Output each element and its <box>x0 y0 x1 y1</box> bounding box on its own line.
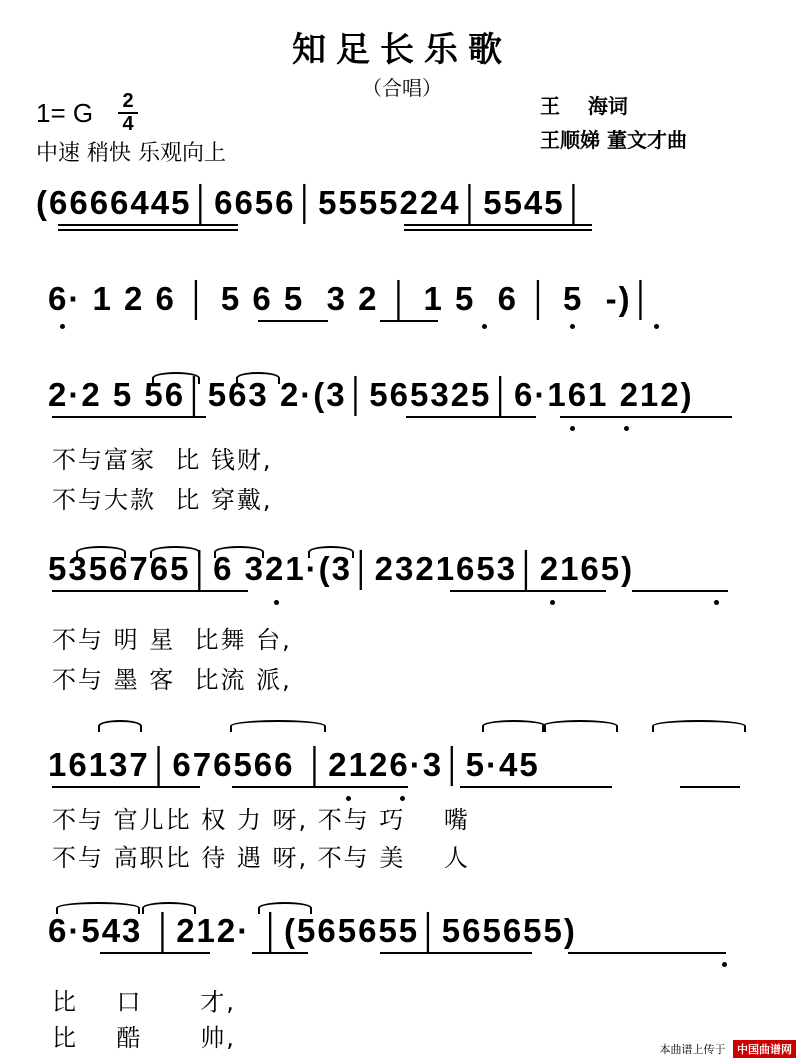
song-subtitle: （合唱） <box>362 76 442 100</box>
composer-credit: 王顺娣 董文才曲 <box>540 128 687 152</box>
footer <box>660 1040 797 1058</box>
key-signature: 1= G <box>36 98 94 128</box>
site-logo: 中国曲谱网 <box>733 1040 796 1058</box>
notation-line-3: 2·2 5 56│563 2·(3│565325│6·161 212) <box>48 376 694 413</box>
song-title: 知足长乐歌 <box>292 30 512 70</box>
time-numerator: 2 <box>122 90 134 112</box>
lyric-line-5b: 不与 高职比 待 遇 呀, 不与 美 人 <box>52 844 470 872</box>
lyricist-credit: 王 海词 <box>540 94 628 118</box>
lyric-line-4a: 不与 明 星 比舞 台, <box>52 626 292 654</box>
notation-line-1: (6666445│6656│5555224│5545│ <box>36 184 588 221</box>
lyric-line-5a: 不与 官儿比 权 力 呀, 不与 巧 嘴 <box>52 806 470 834</box>
lyric-line-4b: 不与 墨 客 比流 派, <box>52 666 292 694</box>
time-signature <box>118 92 138 134</box>
notation-line-6: 6·543 │212· │(565655│565655) <box>48 912 577 949</box>
notation-line-4: 5356765│6 321·(3│2321653│2165) <box>48 550 635 587</box>
lyric-line-3b: 不与大款 比 穿戴, <box>52 486 273 514</box>
lyric-line-6a: 比 口 才, <box>52 988 236 1016</box>
tempo-marking: 中速 稍快 乐观向上 <box>36 141 226 166</box>
lyric-line-3a: 不与富家 比 钱财, <box>52 446 273 474</box>
lyric-line-6b: 比 酷 帅, <box>52 1024 236 1052</box>
footer-text: 本曲谱上传于 <box>659 1043 726 1056</box>
staff-line-3 <box>0 376 804 496</box>
notation-line-2: 6· 1 2 6 │ 5 6 5 3 2 │ 1 5 6 │ 5 -)│ <box>48 280 655 317</box>
notation-line-5: 16137│676566 │2126·3│5·45 <box>48 746 540 783</box>
time-denominator: 4 <box>122 113 134 135</box>
